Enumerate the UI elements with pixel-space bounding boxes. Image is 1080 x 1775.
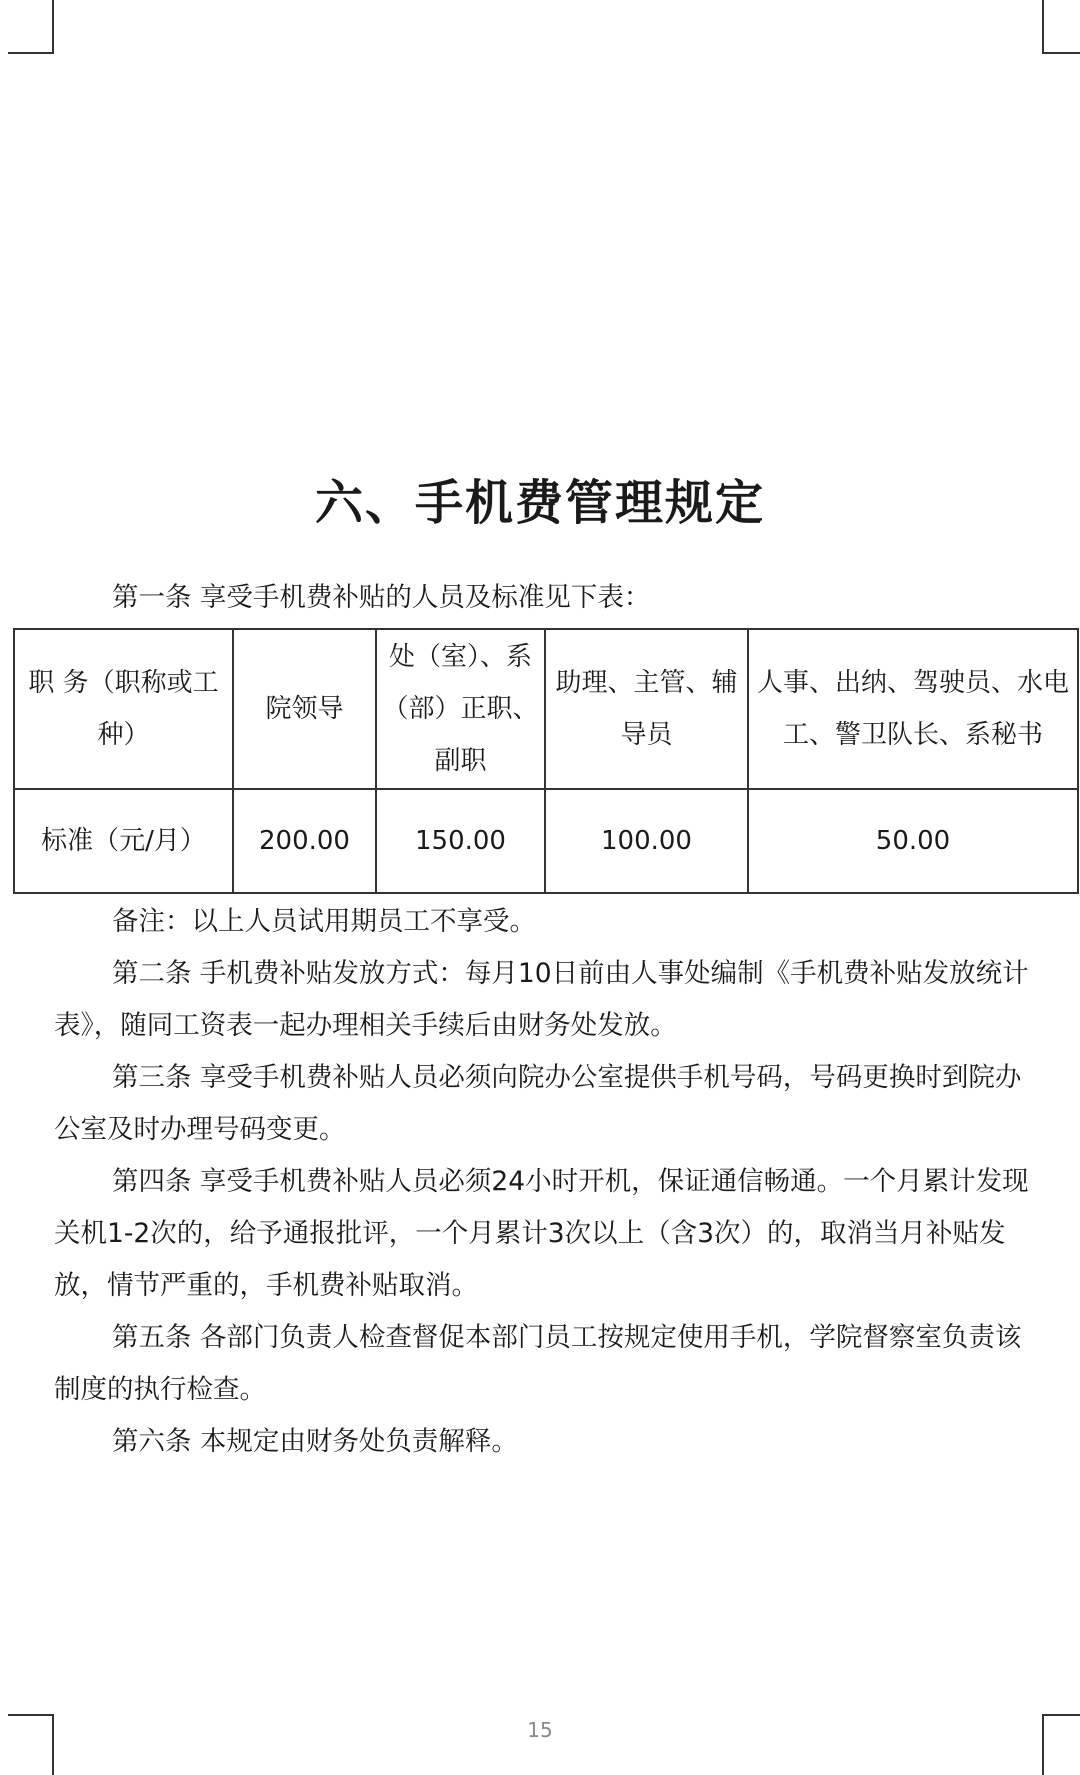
article-2: 第二条 手机费补贴发放方式：每月10日前由人事处编制《手机费补贴发放统计表》，随同工资表一起办理相关手续后由财务处发放。 — [54, 958, 1029, 1041]
page-title: 六、手机费管理规定 — [314, 475, 765, 531]
article-4: 第四条 享受手机费补贴人员必须24小时开机，保证通信畅通。一个月累计发现关机1-2次的，给予通报批评，一个月累计3次以上（含3次）的，取消当月补贴发放，情节严重的，手机费补贴取消。 — [54, 1166, 1029, 1301]
table-standard-row — [14, 789, 1078, 893]
crop-mark-top-right — [1042, 0, 1080, 54]
article-3: 第三条 享受手机费补贴人员必须向院办公室提供手机号码，号码更换时到院办公室及时办理号码变更。 — [54, 1062, 1022, 1145]
value-col-2: 150.00 — [376, 789, 545, 893]
header-col-2: 处（室）、系（部）正职、副职 — [376, 629, 545, 789]
value-col-4: 50.00 — [748, 789, 1078, 893]
table-header-row — [14, 629, 1078, 789]
value-col-3: 100.00 — [545, 789, 748, 893]
value-col-1: 200.00 — [233, 789, 376, 893]
article-6: 第六条 本规定由财务处负责解释。 — [112, 1426, 518, 1457]
header-col-4: 人事、出纳、驾驶员、水电工、警卫队长、系秘书 — [748, 629, 1078, 789]
page-number: 15 — [527, 1718, 553, 1742]
article-1: 第一条 享受手机费补贴的人员及标准见下表： — [112, 582, 651, 613]
article-5: 第五条 各部门负责人检查督促本部门员工按规定使用手机，学院督察室负责该制度的执行检查。 — [54, 1322, 1022, 1405]
row-standard-label: 标准（元/月） — [14, 789, 233, 893]
header-col-1: 院领导 — [233, 629, 376, 789]
subsidy-table — [13, 628, 1079, 894]
note: 备注：以上人员试用期员工不享受。 — [112, 906, 536, 937]
header-col-3: 助理、主管、辅导员 — [545, 629, 748, 789]
crop-mark-top-left — [8, 0, 54, 54]
header-position-label: 职 务（职称或工种） — [14, 629, 233, 789]
